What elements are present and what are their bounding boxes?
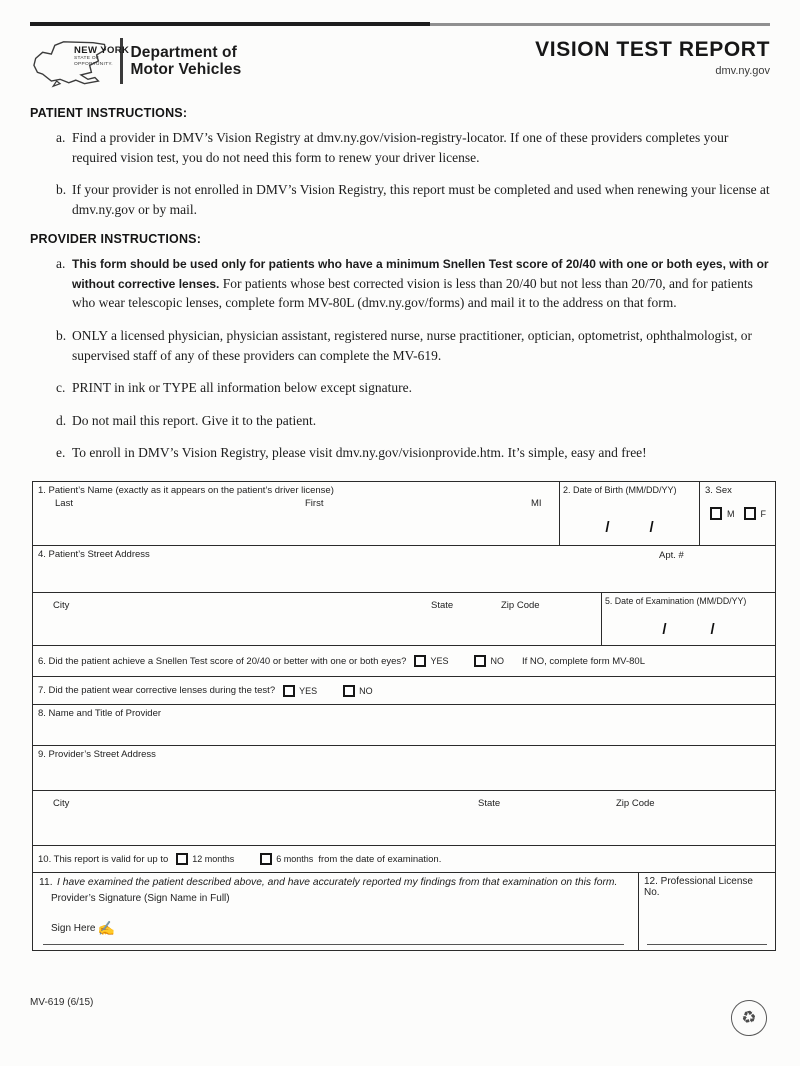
- snellen-no-checkbox[interactable]: [474, 655, 486, 667]
- row-validity-period: [33, 846, 775, 873]
- provider-street-address-label: 9. Provider’s Street Address: [38, 749, 156, 760]
- provider-signature-label: Provider’s Signature (Sign Name in Full): [51, 893, 230, 904]
- row-corrective-lenses-question: [33, 677, 775, 705]
- provider-city-label: City: [53, 798, 70, 809]
- item-text: To enroll in DMV’s Vision Registry, please visit dmv.ny.gov/visionprovide.htm. It’s simple, easy and free!: [72, 445, 647, 461]
- lenses-no-checkbox[interactable]: [343, 685, 355, 697]
- certification-text: I have examined the patient described above, and have accurately reported my findings from that examination on this form.: [57, 877, 618, 888]
- valid-6-months-label: 6 months: [276, 854, 314, 864]
- logo-wordmark: [74, 46, 129, 68]
- license-number-field[interactable]: [638, 873, 775, 950]
- item-text: ONLY a licensed physician, physician assistant, registered nurse, nurse practitioner, optician, optometrist, ophthalmologist, or supervised staff of any of these providers can complete the MV-619.: [72, 327, 752, 363]
- item-letter: b.: [56, 327, 67, 343]
- patient-street-address-field[interactable]: [33, 546, 775, 592]
- patient-instructions-list: [56, 128, 775, 219]
- sign-here-text: Sign Here: [51, 922, 96, 934]
- page-header: [30, 32, 770, 94]
- row-provider-address: [33, 746, 775, 791]
- provider-city-state-zip-field[interactable]: [33, 791, 775, 845]
- exam-slash-2: /: [710, 621, 715, 638]
- header-rule-dark-segment: [30, 22, 430, 26]
- certification-number: 11.: [39, 877, 53, 888]
- sex-female-checkbox[interactable]: [744, 507, 756, 520]
- certification-cell: [33, 873, 638, 950]
- provider-instructions-heading: PROVIDER INSTRUCTIONS:: [30, 232, 202, 247]
- snellen-yes-label: YES: [430, 656, 449, 666]
- row-name-dob-sex: [33, 482, 775, 546]
- header-rule: [30, 22, 770, 26]
- logo-tagline-2: OPPORTUNITY.: [74, 62, 113, 68]
- instructions-section: [30, 106, 775, 476]
- snellen-question-label: 6. Did the patient achieve a Snellen Test score of 20/40 or better with one or both eyes?: [38, 655, 407, 667]
- sex-field: [699, 482, 775, 545]
- row-patient-address: [33, 546, 775, 593]
- license-number-line[interactable]: [647, 944, 767, 945]
- recycle-icon: ♻: [728, 997, 771, 1040]
- valid-12-months-label: 12 months: [192, 854, 235, 864]
- lenses-yes-label: YES: [299, 685, 318, 696]
- row-patient-city-exam-date: [33, 593, 775, 646]
- lenses-no-label: NO: [359, 685, 373, 696]
- sex-male-checkbox[interactable]: [710, 507, 722, 520]
- provider-street-address-field[interactable]: [33, 746, 775, 790]
- item-letter: b.: [56, 182, 67, 198]
- license-number-label: 12. Professional License No.: [644, 876, 753, 898]
- snellen-no-label: NO: [490, 656, 504, 666]
- item-text: PRINT in ink or TYPE all information below except signature.: [72, 380, 412, 396]
- dmv-website: dmv.ny.gov: [715, 65, 770, 77]
- sex-options: [710, 507, 766, 520]
- middle-initial-label: MI: [531, 498, 542, 509]
- item-letter: a.: [56, 130, 66, 145]
- provider-name-title-label: 8. Name and Title of Provider: [38, 708, 162, 719]
- item-normal-text: For patients whose best corrected vision is less than 20/40 but not less than 20/70, and for patients who wear telescopic lenses, complete form MV-80L (dmv.ny.gov/forms) and mail it to the address on that form.: [72, 275, 753, 311]
- date-of-birth-field[interactable]: [559, 482, 699, 545]
- item-letter: e.: [56, 445, 66, 461]
- provider-signature-line[interactable]: [43, 944, 624, 945]
- patient-street-address-label: 4. Patient’s Street Address: [38, 549, 150, 560]
- item-text: Find a provider in DMV’s Vision Registry at dmv.ny.gov/vision-registry-locator. If one of these providers completes your required vision test, you do not need this form to renew your driver license.: [72, 130, 729, 165]
- snellen-yes-checkbox[interactable]: [414, 655, 426, 667]
- recycled-paper-seal: [731, 1000, 769, 1042]
- sex-female-label: F: [760, 508, 766, 519]
- valid-6-months-checkbox[interactable]: [260, 853, 272, 865]
- lenses-question-label: 7. Did the patient wear corrective lenses during the test?: [38, 685, 276, 696]
- lenses-yes-checkbox[interactable]: [283, 685, 295, 697]
- sex-label: 3. Sex: [705, 485, 732, 496]
- header-right: [535, 38, 770, 77]
- patient-name-label: 1. Patient’s Name (exactly as it appears on the patient’s driver license): [38, 485, 334, 496]
- patient-city-state-zip-field[interactable]: [33, 593, 601, 645]
- provider-instruction-d: [56, 411, 775, 431]
- dob-slash-1: /: [605, 519, 610, 536]
- form-number: MV-619 (6/15): [30, 997, 94, 1008]
- dob-slashes: [560, 519, 699, 536]
- item-letter: d.: [56, 412, 67, 428]
- form-table: [32, 481, 776, 951]
- certification-statement: [33, 873, 638, 888]
- writing-hand-icon: ✍: [97, 920, 115, 936]
- snellen-note: If NO, complete form MV-80L: [521, 655, 645, 667]
- dob-slash-2: /: [649, 519, 654, 536]
- provider-name-title-field[interactable]: [33, 705, 775, 745]
- apt-number-label: Apt. #: [659, 550, 684, 561]
- sign-here-prompt: [51, 921, 115, 935]
- item-text: Do not mail this report. Give it to the patient.: [72, 412, 317, 428]
- provider-instruction-e: [56, 443, 775, 463]
- row-certification-license: [33, 873, 775, 950]
- valid-12-months-checkbox[interactable]: [176, 853, 188, 865]
- patient-instruction-a: [56, 128, 775, 167]
- patient-instructions-heading: PATIENT INSTRUCTIONS:: [30, 106, 188, 120]
- header-rule-gray-segment: [430, 23, 770, 26]
- row-snellen-question: [33, 646, 775, 677]
- department-name-line1: Department of: [130, 43, 237, 61]
- item-bold-text: This form should be used only for patients who have a minimum Snellen Test score of 20/40 with one or both eyes, with or without corrective lenses.: [72, 257, 769, 291]
- form-title: VISION TEST REPORT: [535, 38, 770, 61]
- date-of-examination-label: 5. Date of Examination (MM/DD/YY): [605, 596, 747, 606]
- row-provider-city: [33, 791, 775, 846]
- last-name-label: Last: [55, 498, 73, 509]
- exam-slash-1: /: [662, 621, 667, 638]
- provider-instruction-b: [56, 326, 775, 365]
- provider-instruction-a: [56, 254, 775, 313]
- provider-instruction-c: [56, 378, 775, 398]
- item-letter: a.: [56, 256, 66, 272]
- item-text: [72, 254, 772, 313]
- provider-instructions-list: [56, 254, 775, 463]
- exam-date-slashes: [602, 621, 775, 638]
- logo-tagline-1: STATE OF: [74, 56, 100, 61]
- date-of-examination-field[interactable]: [601, 593, 775, 645]
- date-of-birth-label: 2. Date of Birth (MM/DD/YY): [563, 485, 677, 495]
- row-provider-name: [33, 705, 775, 746]
- patient-instruction-b: [56, 180, 775, 219]
- patient-city-label: City: [53, 600, 70, 611]
- provider-state-label: State: [478, 798, 501, 809]
- validity-label: 10. This report is valid for up to: [38, 853, 169, 865]
- patient-state-label: State: [431, 600, 454, 611]
- logo-state-name: NEW YORK: [74, 45, 130, 56]
- provider-zip-label: Zip Code: [616, 798, 655, 809]
- item-letter: c.: [56, 380, 66, 396]
- nys-dmv-logo: [30, 34, 241, 88]
- patient-name-field[interactable]: [33, 482, 559, 545]
- validity-suffix: from the date of examination.: [318, 853, 442, 865]
- department-name: [131, 44, 242, 79]
- item-text: If your provider is not enrolled in DMV’s Vision Registry, this report must be completed and used when renewing your license at dmv.ny.gov or by mail.: [72, 182, 770, 217]
- department-name-line2: Motor Vehicles: [130, 61, 242, 78]
- sex-male-label: M: [727, 508, 735, 519]
- patient-zip-label: Zip Code: [501, 600, 540, 611]
- first-name-label: First: [305, 498, 324, 509]
